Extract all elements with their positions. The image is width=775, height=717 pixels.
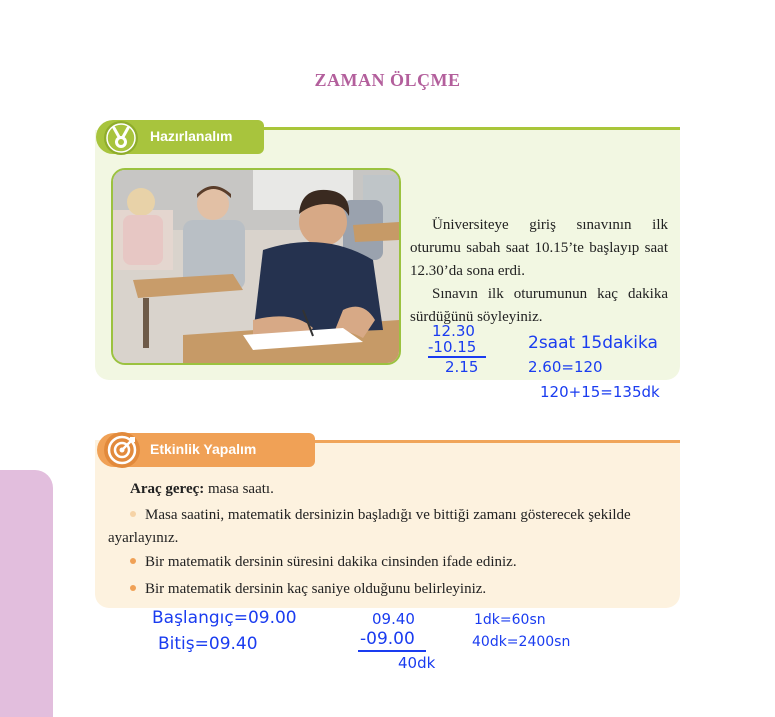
bullet-dot-icon <box>130 511 136 517</box>
side-page-tab <box>0 470 53 717</box>
target-icon <box>103 431 141 469</box>
hw-hours-to-minutes: 2.60=120 <box>528 358 603 376</box>
hw-start-time: Başlangıç=09.00 <box>152 608 297 628</box>
tools-line <box>130 478 274 501</box>
bullet-text-3: Bir matematik dersinin kaç saniye olduğunu belirleyiniz. <box>145 581 487 597</box>
tools-label: Araç gereç: <box>130 481 205 497</box>
bullet-text-2: Bir matematik dersinin süresini dakika cinsinden ifade ediniz. <box>145 554 517 570</box>
section1-text <box>410 214 668 329</box>
hw-total-minutes: 120+15=135dk <box>540 383 660 401</box>
bullet-text-1: Masa saatini, matematik dersinizin başladığı ve bittiği zamanı gösterecek şekilde ayarlayınız. <box>108 507 631 546</box>
bullet-dot-icon <box>130 558 136 564</box>
tools-value: masa saatı. <box>208 481 274 497</box>
hw2-sub-line <box>358 650 426 652</box>
exam-question-paragraph: Sınavın ilk oturumunun kaç dakika sürdüğünü söyleyiniz. <box>410 286 668 325</box>
etkinlik-divider <box>312 440 680 443</box>
hazirlanalim-title: Hazırlanalım <box>150 128 233 144</box>
hw2-sub-bottom: -09.00 <box>360 629 415 649</box>
etkinlik-title: Etkinlik Yapalım <box>150 441 257 457</box>
hw-sub-result: 2.15 <box>445 358 479 376</box>
hw-sub-top: 12.30 <box>432 322 475 340</box>
hw-total-seconds: 40dk=2400sn <box>472 634 571 650</box>
exam-time-paragraph: Üniversiteye giriş sınavının ilk oturumu sabah saat 10.15’te başlayıp saat 12.30’da sona erdi. <box>410 217 668 279</box>
hazirlanalim-divider <box>262 127 680 130</box>
exam-photo <box>111 168 401 365</box>
bullet-item-2 <box>130 551 517 574</box>
bullet-item-3 <box>130 578 486 601</box>
bullet-dot-icon <box>130 585 136 591</box>
medal-icon <box>103 120 139 156</box>
hw2-sub-result: 40dk <box>398 654 436 672</box>
hw-sub-bottom: -10.15 <box>428 338 477 356</box>
hw2-sub-top: 09.40 <box>372 610 415 628</box>
hw-minute-seconds: 1dk=60sn <box>474 612 546 628</box>
bullet-item-1 <box>108 504 660 550</box>
hw-duration: 2saat 15dakika <box>528 333 658 353</box>
hw-end-time: Bitiş=09.40 <box>158 634 258 654</box>
exam-scene-illustration <box>113 170 399 363</box>
page-title: ZAMAN ÖLÇME <box>314 70 461 90</box>
